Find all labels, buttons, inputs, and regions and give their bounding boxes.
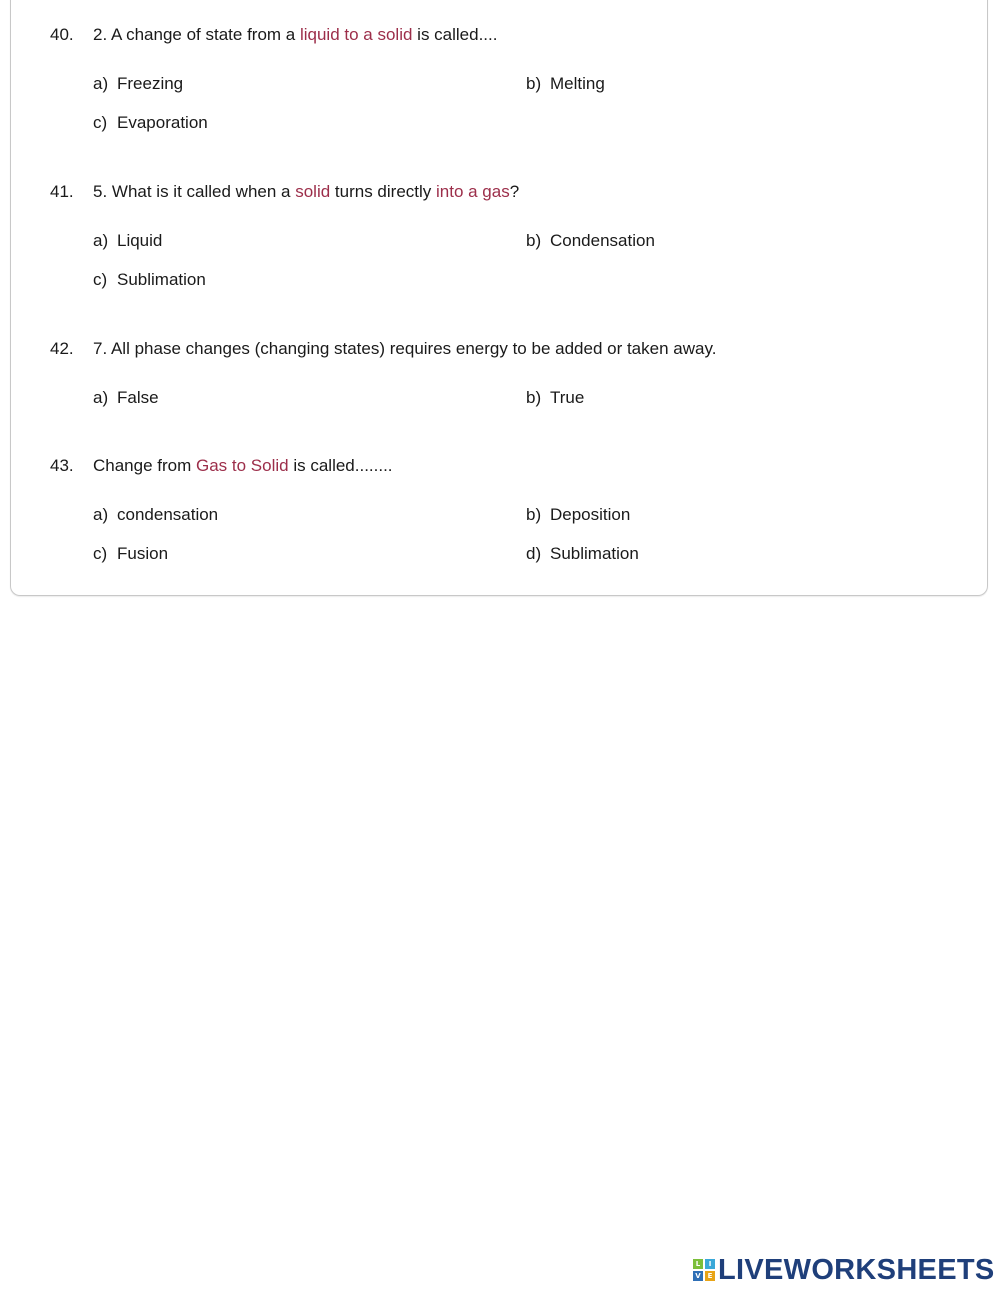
option-label: Freezing: [117, 74, 184, 93]
option-b[interactable]: b) Melting: [526, 74, 605, 93]
option-label: Melting: [550, 74, 605, 93]
liveworksheets-logo[interactable]: [693, 1255, 995, 1285]
option-label: Condensation: [550, 231, 655, 250]
question-text: 2. A change of state from a liquid to a solid is called....: [93, 25, 498, 44]
option-label: Fusion: [117, 544, 169, 563]
question-number: 40.: [50, 25, 74, 44]
highlight-text: into a gas: [436, 182, 510, 201]
option-a[interactable]: a) Liquid: [93, 231, 163, 250]
highlight-text: Gas to Solid: [196, 456, 289, 475]
option-b[interactable]: b) True: [526, 388, 585, 407]
question-text: Change from Gas to Solid is called........: [93, 456, 393, 475]
question-number: 43.: [50, 456, 74, 475]
highlight-text: liquid to a solid: [299, 25, 413, 44]
question-number: 41.: [50, 182, 74, 201]
option-c[interactable]: c) Evaporation: [93, 113, 208, 132]
option-label: condensation: [117, 505, 219, 524]
option-c[interactable]: c) Fusion: [93, 544, 169, 563]
option-a[interactable]: a) Freezing: [93, 74, 184, 93]
option-label: Sublimation: [550, 544, 639, 563]
option-b[interactable]: b) Condensation: [526, 231, 655, 250]
option-a[interactable]: a) False: [93, 388, 159, 407]
option-label: Evaporation: [117, 113, 208, 132]
option-d[interactable]: d) Sublimation: [526, 544, 639, 563]
question-text: 5. What is it called when a solid turns directly into a gas?: [93, 182, 520, 201]
logo-mark-icon: L I V E: [693, 1259, 715, 1281]
logo-text: LIVEWORKSHEETS: [718, 1254, 995, 1286]
option-label: Sublimation: [117, 270, 206, 289]
question-text: 7. All phase changes (changing states) requires energy to be added or taken away.: [93, 339, 717, 358]
option-b[interactable]: b) Deposition: [526, 505, 631, 524]
option-c[interactable]: c) Sublimation: [93, 270, 206, 289]
highlight-text: solid: [295, 182, 331, 201]
option-label: False: [117, 388, 159, 407]
option-a[interactable]: a) condensation: [93, 505, 219, 524]
option-label: True: [550, 388, 585, 407]
option-label: Liquid: [117, 231, 163, 250]
question-number: 42.: [50, 339, 74, 358]
option-label: Deposition: [550, 505, 631, 524]
